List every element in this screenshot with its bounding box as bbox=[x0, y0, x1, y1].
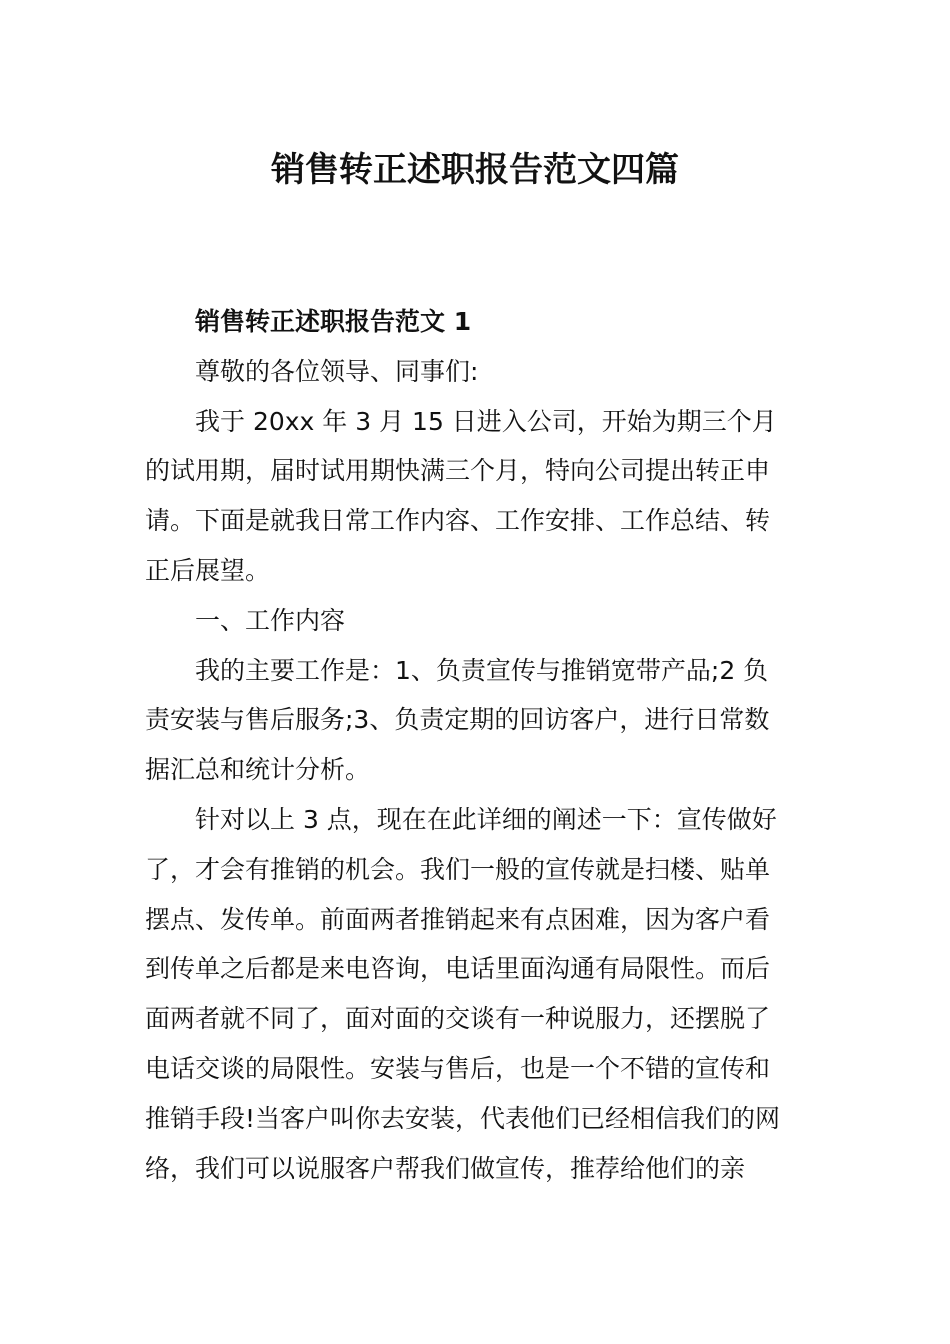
paragraph-intro: 我于 20xx 年 3 月 15 日进入公司，开始为期三个月的试用期，届时试用期快满三个月，特向公司提出转正申请。下面是就我日常工作内容、工作安排、工作总结、转正后展望。 bbox=[145, 406, 777, 585]
section-heading: 销售转正述职报告范文 1 bbox=[195, 307, 472, 336]
paragraph-salutation: 尊敬的各位领导、同事们: bbox=[195, 356, 479, 386]
paragraph-main-duties: 我的主要工作是：1、负责宣传与推销宽带产品;2 负责安装与售后服务;3、负责定期的回访客户，进行日常数据汇总和统计分析。 bbox=[145, 655, 770, 785]
document-body bbox=[145, 297, 785, 1193]
paragraph-subheading-work-content: 一、工作内容 bbox=[195, 605, 346, 635]
paragraph-details: 针对以上 3 点，现在在此详细的阐述一下：宣传做好了，才会有推销的机会。我们一般的宣传就是扫楼、贴单摆点、发传单。前面两者推销起来有点困难，因为客户看到传单之后都是来电咨询，电话里面沟通有局限性。而后面两者就不同了，面对面的交谈有一种说服力，还摆脱了电话交谈的局限性。安装与售后，也是一个不错的宣传和推销手段!当客户叫你去安装，代表他们已经相信我们的网络，我们可以说服客户帮我们做宣传，推荐给他们的亲 bbox=[145, 804, 781, 1183]
document-title: 销售转正述职报告范文四篇 bbox=[271, 150, 679, 190]
